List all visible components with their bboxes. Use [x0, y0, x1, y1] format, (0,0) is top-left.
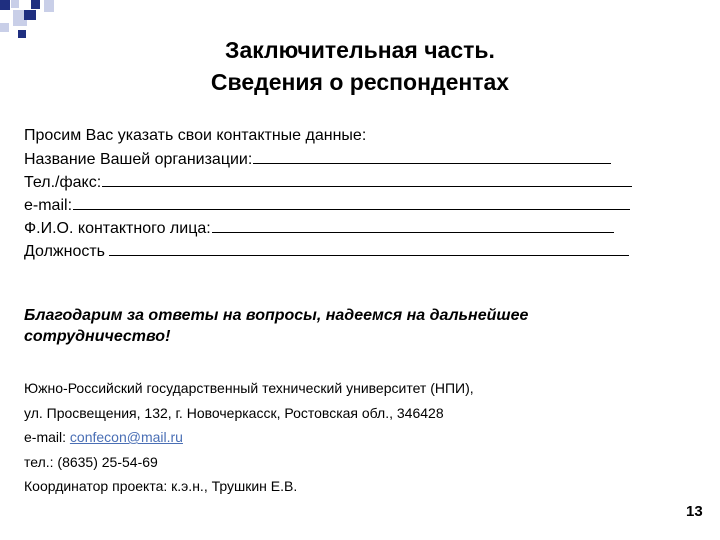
form-intro: Просим Вас указать свои контактные данные: [24, 127, 367, 144]
contacts-block [24, 376, 474, 499]
email-line [24, 425, 474, 450]
phone-fax-field [24, 170, 632, 193]
email-label: e-mail: [24, 197, 73, 214]
contact-person-label: Ф.И.О. контактного лица: [24, 220, 211, 237]
position-blank[interactable] [109, 239, 629, 256]
thanks-message: Благодарим за ответы на вопросы, надеемся на дальнейшее сотрудничество! [24, 307, 529, 345]
title-line-2: Сведения о респондентах [210, 69, 510, 95]
email-prefix: e-mail: [24, 429, 70, 445]
organization-blank[interactable] [253, 147, 611, 164]
phone-line: тел.: (8635) 25-54-69 [24, 453, 158, 470]
contact-form [24, 124, 632, 262]
title-line-1: Заключительная часть. [225, 37, 495, 63]
contact-person-field [24, 216, 632, 239]
university-address: ул. Просвещения, 132, г. Новочеркасск, Ростовская обл., 346428 [24, 404, 444, 421]
phone-fax-label: Тел./факс: [24, 174, 102, 191]
organization-label: Название Вашей организации: [24, 151, 253, 168]
slide-title [150, 34, 570, 98]
page-number: 13 [686, 503, 703, 520]
email-link[interactable]: confecon@mail.ru [69, 429, 183, 445]
email-field [24, 193, 632, 216]
phone-fax-blank[interactable] [102, 170, 632, 187]
organization-field [24, 147, 632, 170]
university-name: Южно-Российский государственный технический университет (НПИ), [24, 380, 474, 396]
email-blank[interactable] [73, 193, 630, 210]
position-field [24, 239, 632, 262]
position-label: Должность [24, 243, 105, 260]
coordinator-line: Координатор проекта: к.э.н., Трушкин Е.В. [24, 478, 298, 494]
contact-person-blank[interactable] [212, 216, 614, 233]
decorative-squares [0, 0, 60, 44]
